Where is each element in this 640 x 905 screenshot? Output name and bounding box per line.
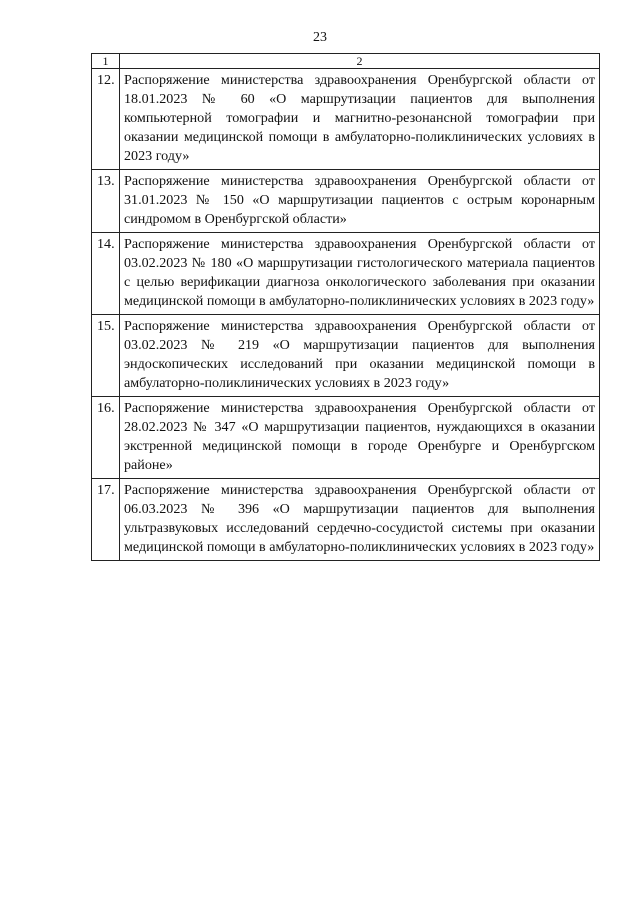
row-text: Распоряжение министерства здравоохранения Оренбургской области от 28.02.2023 № 347 «О маршрутизации пациентов, нуждающихся в оказании экстренной медицинской помощи в городе Оренбурге и Оренбургском районе»	[120, 397, 600, 479]
row-text: Распоряжение министерства здравоохранения Оренбургской области от 31.01.2023 № 150 «О маршрутизации пациентов с острым коронарным синдромом в Оренбургской области»	[120, 170, 600, 233]
row-number: 13.	[92, 170, 120, 233]
row-text: Распоряжение министерства здравоохранения Оренбургской области от 18.01.2023 № 60 «О маршрутизации пациентов для выполнения компьютерной томографии и магнитно-резонансной томографии при оказании медицинской помощи в амбулаторно-поликлинических условиях в 2023 году»	[120, 69, 600, 170]
row-number: 14.	[92, 233, 120, 315]
row-text: Распоряжение министерства здравоохранения Оренбургской области от 03.02.2023 № 219 «О маршрутизации пациентов для выполнения эндоскопических исследований при оказании медицинской помощи в амбулаторно-поликлинических условиях в 2023 году»	[120, 315, 600, 397]
table-row	[92, 479, 600, 561]
row-number: 12.	[92, 69, 120, 170]
row-text: Распоряжение министерства здравоохранения Оренбургской области от 06.03.2023 № 396 «О маршрутизации пациентов для выполнения ультразвуковых исследований сердечно-сосудистой системы при оказании медицинской помощи в амбулаторно-поликлинических условиях в 2023 году»	[120, 479, 600, 561]
row-number: 16.	[92, 397, 120, 479]
table-row	[92, 69, 600, 170]
column-2-header: 2	[120, 54, 600, 69]
document-table	[91, 53, 600, 561]
row-number: 17.	[92, 479, 120, 561]
table-row	[92, 315, 600, 397]
column-1-header: 1	[92, 54, 120, 69]
table-header-row	[92, 54, 600, 69]
page-number: 23	[313, 30, 327, 45]
table-row	[92, 170, 600, 233]
table-row	[92, 397, 600, 479]
row-number: 15.	[92, 315, 120, 397]
table-row	[92, 233, 600, 315]
row-text: Распоряжение министерства здравоохранения Оренбургской области от 03.02.2023 № 180 «О маршрутизации гистологического материала пациентов с целью верификации диагноза онкологического заболевания при оказании медицинской помощи в амбулаторно-поликлинических условиях в 2023 году»	[120, 233, 600, 315]
